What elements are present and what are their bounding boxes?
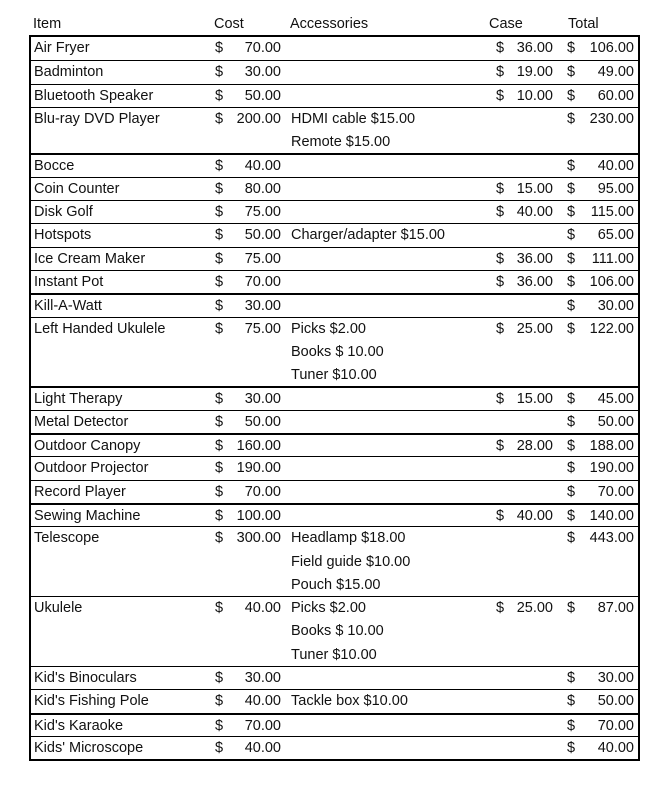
- cost-currency: $: [215, 87, 224, 104]
- item-name: Bluetooth Speaker: [34, 87, 154, 104]
- cost-currency: $: [215, 460, 224, 477]
- cost-value: 190.00: [236, 460, 281, 477]
- total-value: 60.00: [597, 87, 634, 104]
- case-value: 25.00: [516, 320, 553, 337]
- item-name: Sewing Machine: [34, 507, 141, 524]
- case-currency: $: [496, 273, 505, 290]
- total-currency: $: [567, 717, 576, 734]
- total-currency: $: [567, 87, 576, 104]
- total-value: 50.00: [597, 693, 634, 710]
- total-value: 40.00: [597, 158, 634, 175]
- total-value: 106.00: [589, 40, 634, 56]
- table-row: [31, 293, 638, 316]
- total-currency: $: [567, 40, 576, 56]
- total-value: 140.00: [589, 507, 634, 524]
- item-name: Left Handed Ukulele: [34, 320, 166, 337]
- case-value: 15.00: [516, 180, 553, 197]
- case-value: 40.00: [516, 204, 553, 221]
- total-value: 49.00: [597, 64, 634, 81]
- item-name: Instant Pot: [34, 273, 104, 290]
- cost-currency: $: [215, 180, 224, 197]
- item-name: Kid's Fishing Pole: [34, 693, 149, 710]
- table-row: [31, 107, 638, 154]
- total-currency: $: [567, 273, 576, 290]
- item-name: Air Fryer: [34, 40, 90, 56]
- case-currency: $: [496, 180, 505, 197]
- case-value: 10.00: [516, 87, 553, 104]
- header-total: Total: [568, 16, 599, 32]
- case-currency: $: [496, 438, 505, 455]
- cost-value: 200.00: [236, 110, 281, 127]
- cost-currency: $: [215, 530, 224, 547]
- cost-currency: $: [215, 739, 224, 756]
- accessory-item: Tuner $10.00: [291, 646, 377, 663]
- item-name: Telescope: [34, 530, 100, 547]
- table-row: [31, 666, 638, 689]
- case-currency: $: [496, 600, 505, 617]
- table-row: [31, 84, 638, 107]
- total-value: 122.00: [589, 320, 634, 337]
- total-value: 190.00: [589, 460, 634, 477]
- header-case: Case: [489, 16, 523, 32]
- total-value: 443.00: [589, 530, 634, 547]
- cost-value: 40.00: [244, 600, 281, 617]
- case-value: 36.00: [516, 250, 553, 267]
- cost-currency: $: [215, 413, 224, 430]
- cost-value: 300.00: [236, 530, 281, 547]
- total-currency: $: [567, 739, 576, 756]
- table-row: [31, 713, 638, 736]
- item-name: Kids' Microscope: [34, 739, 144, 756]
- total-value: 230.00: [589, 110, 634, 127]
- table-row: [31, 60, 638, 83]
- cost-value: 50.00: [244, 227, 281, 244]
- accessory-item: Books $ 10.00: [291, 623, 384, 640]
- total-currency: $: [567, 204, 576, 221]
- total-currency: $: [567, 64, 576, 81]
- total-currency: $: [567, 600, 576, 617]
- total-currency: $: [567, 693, 576, 710]
- cost-value: 75.00: [244, 320, 281, 337]
- total-currency: $: [567, 507, 576, 524]
- cost-currency: $: [215, 507, 224, 524]
- case-currency: $: [496, 250, 505, 267]
- cost-currency: $: [215, 40, 224, 56]
- table-header: [0, 0, 668, 35]
- header-cost: Cost: [214, 16, 244, 32]
- case-currency: $: [496, 204, 505, 221]
- item-name: Kid's Binoculars: [34, 670, 137, 687]
- cost-value: 80.00: [244, 180, 281, 197]
- table-row: [31, 37, 638, 60]
- total-currency: $: [567, 391, 576, 408]
- case-currency: $: [496, 507, 505, 524]
- total-value: 45.00: [597, 391, 634, 408]
- cost-currency: $: [215, 250, 224, 267]
- accessory-item: Books $ 10.00: [291, 343, 384, 360]
- cost-currency: $: [215, 158, 224, 175]
- table-row: [31, 456, 638, 479]
- total-value: 50.00: [597, 413, 634, 430]
- cost-value: 70.00: [244, 273, 281, 290]
- total-currency: $: [567, 158, 576, 175]
- total-currency: $: [567, 413, 576, 430]
- table-row: [31, 223, 638, 246]
- accessory-item: Field guide $10.00: [291, 553, 411, 570]
- cost-value: 100.00: [236, 507, 281, 524]
- cost-currency: $: [215, 600, 224, 617]
- cost-value: 30.00: [244, 391, 281, 408]
- total-currency: $: [567, 250, 576, 267]
- cost-currency: $: [215, 204, 224, 221]
- cost-currency: $: [215, 227, 224, 244]
- accessory-item: Charger/adapter $15.00: [291, 227, 445, 244]
- cost-currency: $: [215, 320, 224, 337]
- accessory-item: Headlamp $18.00: [291, 530, 406, 547]
- header-accessories: Accessories: [290, 16, 369, 32]
- item-name: Blu-ray DVD Player: [34, 110, 160, 127]
- cost-value: 75.00: [244, 250, 281, 267]
- total-currency: $: [567, 483, 576, 500]
- total-value: 30.00: [597, 298, 634, 315]
- table-row: [31, 689, 638, 712]
- total-value: 188.00: [589, 438, 634, 455]
- cost-value: 50.00: [244, 87, 281, 104]
- total-value: 70.00: [597, 717, 634, 734]
- cost-currency: $: [215, 273, 224, 290]
- item-name: Kill-A-Watt: [34, 298, 102, 315]
- total-value: 106.00: [589, 273, 634, 290]
- accessory-item: Tuner $10.00: [291, 367, 377, 384]
- table-row: [31, 247, 638, 270]
- cost-currency: $: [215, 438, 224, 455]
- table-row: [31, 526, 638, 596]
- equipment-table: [29, 35, 640, 761]
- accessory-item: HDMI cable $15.00: [291, 110, 416, 127]
- case-currency: $: [496, 64, 505, 81]
- case-value: 36.00: [516, 273, 553, 290]
- total-value: 30.00: [597, 670, 634, 687]
- table-row: [31, 433, 638, 456]
- cost-currency: $: [215, 693, 224, 710]
- total-value: 111.00: [591, 250, 634, 267]
- case-currency: $: [496, 87, 505, 104]
- header-item: Item: [33, 16, 62, 32]
- case-currency: $: [496, 320, 505, 337]
- table-row: [31, 410, 638, 433]
- cost-value: 40.00: [244, 158, 281, 175]
- item-name: Outdoor Canopy: [34, 438, 141, 455]
- item-name: Bocce: [34, 158, 75, 175]
- total-currency: $: [567, 180, 576, 197]
- table-row: [31, 596, 638, 666]
- cost-value: 30.00: [244, 64, 281, 81]
- total-currency: $: [567, 320, 576, 337]
- total-value: 40.00: [597, 739, 634, 756]
- item-name: Light Therapy: [34, 391, 123, 408]
- table-row: [31, 270, 638, 293]
- table-row: [31, 317, 638, 387]
- cost-value: 160.00: [236, 438, 281, 455]
- cost-value: 70.00: [244, 483, 281, 500]
- accessory-item: Picks $2.00: [291, 600, 366, 617]
- cost-value: 70.00: [244, 40, 281, 56]
- accessory-item: Tackle box $10.00: [291, 693, 408, 710]
- table-row: [31, 736, 638, 759]
- cost-value: 75.00: [244, 204, 281, 221]
- item-name: Metal Detector: [34, 413, 129, 430]
- item-name: Ukulele: [34, 600, 83, 617]
- cost-currency: $: [215, 717, 224, 734]
- total-currency: $: [567, 110, 576, 127]
- cost-currency: $: [215, 298, 224, 315]
- item-name: Coin Counter: [34, 180, 120, 197]
- cost-value: 70.00: [244, 717, 281, 734]
- total-value: 95.00: [597, 180, 634, 197]
- case-value: 25.00: [516, 600, 553, 617]
- total-value: 115.00: [590, 204, 634, 221]
- item-name: Badminton: [34, 64, 104, 81]
- total-currency: $: [567, 530, 576, 547]
- cost-currency: $: [215, 670, 224, 687]
- cost-currency: $: [215, 110, 224, 127]
- total-value: 65.00: [597, 227, 634, 244]
- table-row: [31, 153, 638, 176]
- total-currency: $: [567, 227, 576, 244]
- table-row: [31, 480, 638, 503]
- accessory-item: Remote $15.00: [291, 134, 391, 151]
- case-value: 28.00: [516, 438, 553, 455]
- total-currency: $: [567, 298, 576, 315]
- cost-currency: $: [215, 64, 224, 81]
- accessory-item: Pouch $15.00: [291, 576, 381, 593]
- total-value: 70.00: [597, 483, 634, 500]
- total-value: 87.00: [597, 600, 634, 617]
- item-name: Disk Golf: [34, 204, 93, 221]
- item-name: Kid's Karaoke: [34, 717, 124, 734]
- cost-value: 30.00: [244, 298, 281, 315]
- case-value: 40.00: [516, 507, 553, 524]
- cost-value: 50.00: [244, 413, 281, 430]
- item-name: Ice Cream Maker: [34, 250, 146, 267]
- cost-value: 40.00: [244, 739, 281, 756]
- case-value: 19.00: [516, 64, 553, 81]
- total-currency: $: [567, 460, 576, 477]
- total-currency: $: [567, 438, 576, 455]
- cost-currency: $: [215, 391, 224, 408]
- table-row: [31, 503, 638, 526]
- case-currency: $: [496, 40, 505, 56]
- cost-value: 40.00: [244, 693, 281, 710]
- table-row: [31, 200, 638, 223]
- accessory-item: Picks $2.00: [291, 320, 366, 337]
- table-row: [31, 177, 638, 200]
- case-currency: $: [496, 391, 505, 408]
- total-currency: $: [567, 670, 576, 687]
- item-name: Outdoor Projector: [34, 460, 149, 477]
- table-row: [31, 386, 638, 409]
- case-value: 36.00: [516, 40, 553, 56]
- cost-currency: $: [215, 483, 224, 500]
- cost-value: 30.00: [244, 670, 281, 687]
- case-value: 15.00: [516, 391, 553, 408]
- item-name: Record Player: [34, 483, 126, 500]
- item-name: Hotspots: [34, 227, 92, 244]
